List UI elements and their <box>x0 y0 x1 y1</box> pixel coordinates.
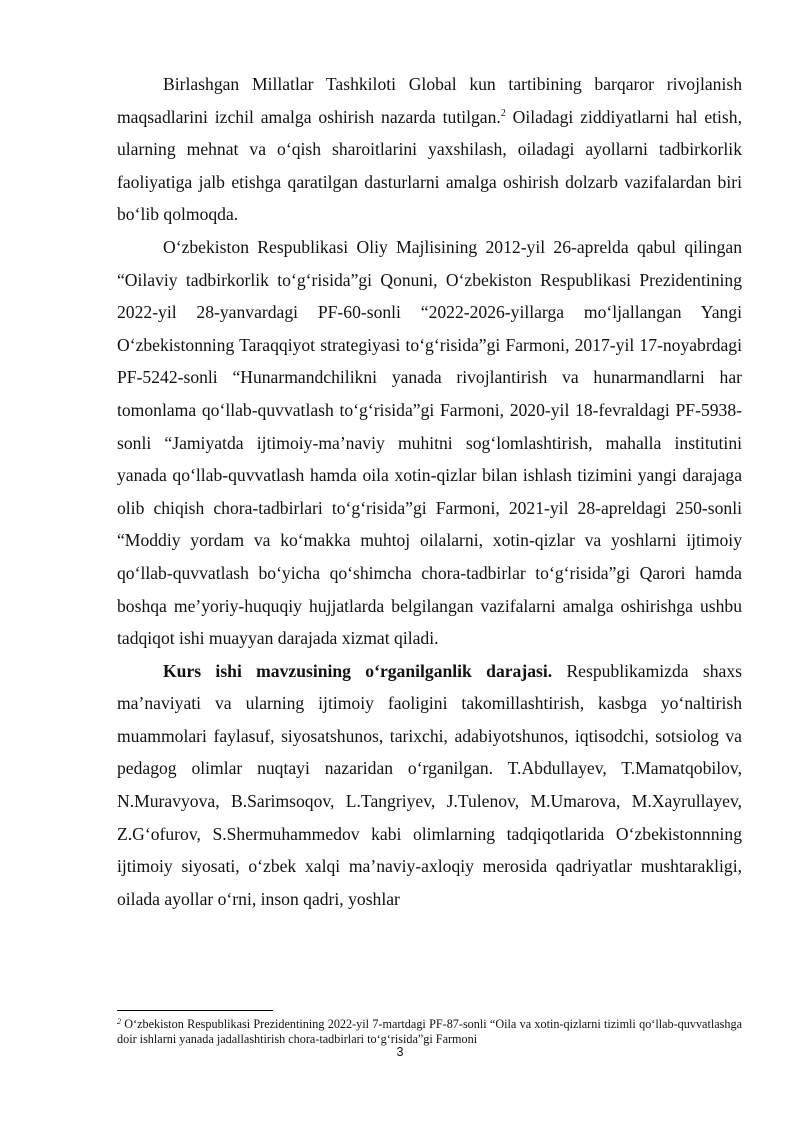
footnote-text: O‘zbekiston Respublikasi Prezidentining 2022-yil 7-martdagi PF-87-sonli “Oila va xotin-qizlarni tizimli qo‘llab-quvvatlashga doir ishlarni yanada jadallashtirish chora-tadbirlari to‘g‘risida”gi Farmoni <box>117 1017 742 1046</box>
paragraph-text: Oiladagi ziddiyatlarni hal etish, ularning mehnat va o‘qish sharoitlarini yaxshilash, oiladagi ayollarni tadbirkorlik faoliyatiga jalb etishga qaratilgan dasturlarni amalga oshirish dolzarb vazifalardan biri bo‘lib qolmoqda. <box>117 106 742 225</box>
footnote-divider <box>117 1010 273 1011</box>
footnote <box>117 1017 742 1046</box>
section-lead-heading: Kurs ishi mavzusining o‘rganilganlik darajasi. <box>163 660 553 681</box>
body-text <box>117 68 742 915</box>
paragraph-text: Respublikamizda shaxs ma’naviyati va ularning ijtimoiy faoligini takomillashtirish, kasbga yo‘naltirish muammolari faylasuf, siyosatshunos, tarixchi, adabiyotshunos, iqtisodchi, sotsiolog va pedagog olimlar nuqtayi nazaridan o‘rganilgan. T.Abdullayev, T.Mamatqobilov, N.Muravyova, B.Sarimsoqov, L.Tangriyev, J.Tulenov, M.Umarova, M.Xayrullayev, Z.G‘ofurov, S.Shermuhammedov kabi olimlarning tadqiqotlarida O‘zbekistonnning ijtimoiy siyosati, o‘zbek xalqi ma’naviy-axloqiy merosida qadriyatlar mushtarakligi, oilada ayollar o‘rni, inson qadri, yoshlar <box>117 660 743 909</box>
paragraph-sdg-goals <box>117 68 742 231</box>
page-number: 3 <box>396 1045 404 1059</box>
footnote-marker: 2 <box>117 1017 121 1026</box>
paragraph-legal-acts <box>117 231 742 655</box>
footnote-reference: 2 <box>500 107 506 119</box>
paragraph-text: Birlashgan Millatlar Tashkiloti Global kun tartibining barqaror rivojlanish maqsadlarini izchil amalga oshirish nazarda tutilgan. <box>117 74 742 127</box>
paragraph-research-degree <box>117 655 742 916</box>
paragraph-text: O‘zbekiston Respublikasi Oliy Majlisining 2012-yil 26-aprelda qabul qilingan “Oilaviy tadbirkorlik to‘g‘risida”gi Qonuni, O‘zbekiston Respublikasi Prezidentining 2022-yil 28-yanvardagi PF-60-sonli “2022-2026-yillarga mo‘ljallangan Yangi O‘zbekistonning Taraqqiyot strategiyasi to‘g‘risida”gi Farmoni, 2017-yil 17-noyabrdagi PF-5242-sonli “Hunarmandchilikni yanada rivojlantirish va hunarmandlarni har tomonlama qo‘llab-quvvatlash to‘g‘risida”gi Farmoni, 2020-yil 18-fevraldagi PF-5938-sonli “Jamiyatda ijtimoiy-ma’naviy muhitni sog‘lomlashtirish, mahalla institutini yanada qo‘llab-quvvatlash hamda oila xotin-qizlar bilan ishlash tizimini yangi darajaga olib chiqish chora-tadbirlari to‘g‘risida”gi Farmoni, 2021-yil 28-apreldagi 250-sonli “Moddiy yordam va ko‘makka muhtoj oilalarni, xotin-qizlar va yoshlarni ijtimoiy qo‘llab-quvvatlash bo‘yicha qo‘shimcha chora-tadbirlar to‘g‘risida”gi Qarori hamda boshqa me’yoriy-huquqiy hujjatlarda belgilangan vazifalarni amalga oshirishga ushbu tadqiqot ishi muayyan darajada xizmat qiladi. <box>117 236 742 649</box>
